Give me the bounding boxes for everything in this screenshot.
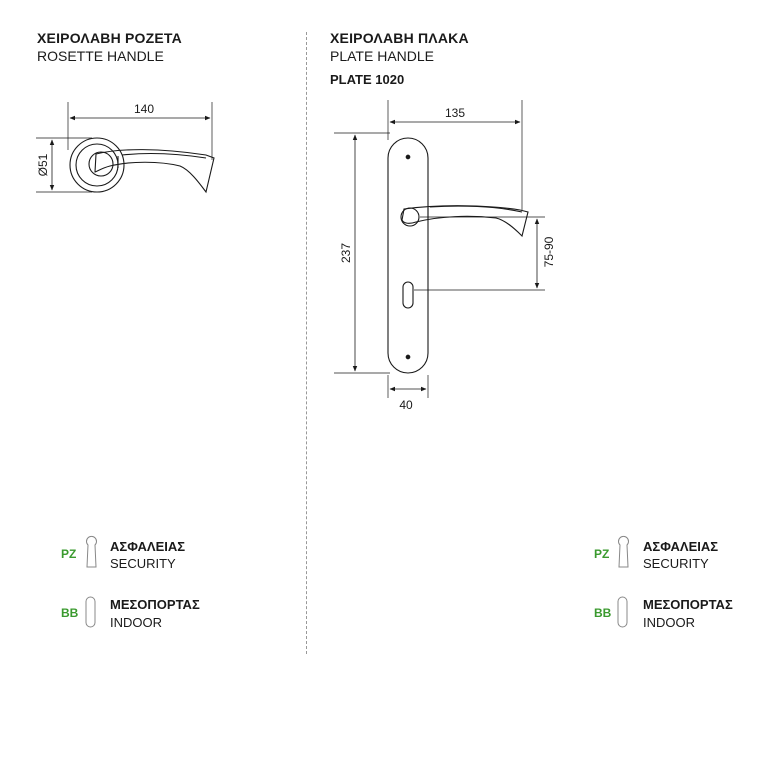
cylinder-keyhole-icon [87, 536, 97, 567]
lock-code-pz: PZ [594, 547, 610, 561]
plate-height-dimension: 237 [339, 242, 353, 264]
rosette-length-dimension: 140 [133, 102, 155, 116]
lock-label-greek: ΑΣΦΑΛΕΙΑΣ [643, 539, 719, 554]
plate-handle-drawing [334, 100, 545, 398]
plate-title-english: PLATE HANDLE [330, 48, 434, 64]
lock-label-greek: ΜΕΣΟΠΟΡΤΑΣ [643, 597, 733, 612]
plate-dimension-lines [355, 122, 537, 389]
lock-label-english: INDOOR [643, 615, 695, 630]
plate-spacing-dimension: 75-90 [542, 236, 556, 268]
lock-label-english: SECURITY [643, 556, 709, 571]
plate-title-greek: ΧΕΙΡΟΛΑΒΗ ΠΛΑΚΑ [330, 30, 469, 46]
plate-model-name: PLATE 1020 [330, 72, 405, 87]
plate-width-dimension: 40 [399, 398, 413, 412]
lock-label-greek: ΜΕΣΟΠΟΡΤΑΣ [110, 597, 200, 612]
slot-keyhole-icon [86, 597, 95, 627]
rosette-diameter-dimension: Ø51 [36, 153, 50, 177]
rosette-title-english: ROSETTE HANDLE [37, 48, 164, 64]
rosette-title-greek: ΧΕΙΡΟΛΑΒΗ ΡΟΖΕΤΑ [37, 30, 182, 46]
lock-label-english: INDOOR [110, 615, 162, 630]
rosette-handle-drawing [36, 102, 214, 192]
lock-label-english: SECURITY [110, 556, 176, 571]
slot-keyhole-icon [618, 597, 627, 627]
lock-label-greek: ΑΣΦΑΛΕΙΑΣ [110, 539, 186, 554]
lock-code-bb: BB [594, 606, 612, 620]
lock-code-pz: PZ [61, 547, 77, 561]
cylinder-keyhole-icon [619, 536, 629, 567]
lock-code-bb: BB [61, 606, 79, 620]
plate-length-dimension: 135 [444, 106, 466, 120]
